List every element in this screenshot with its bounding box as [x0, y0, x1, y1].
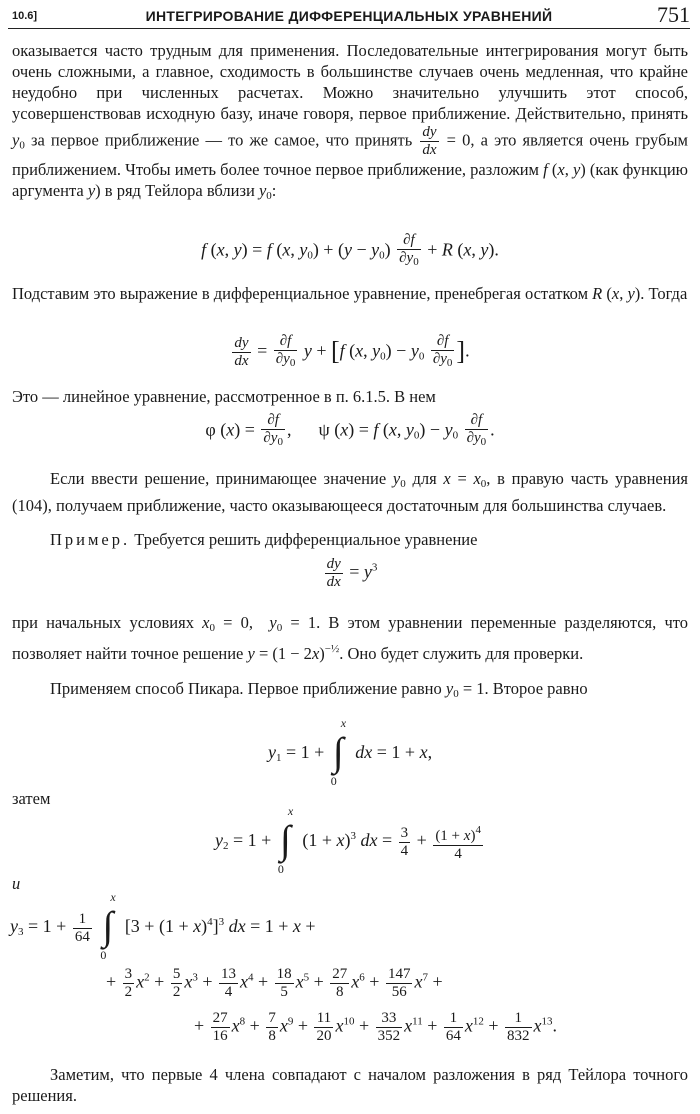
equation-y1: $y_1 = 1$ + ∫ x 0 dx = 1 + x,: [267, 716, 433, 788]
paragraph-6: при начальных условиях $x_0 = 0$, $y_0 = 1$. В этом уравнении переменные разделяются, что позволяет найти точное решение $y = (1 - 2x)^{-\frac{1}{2}}$. Оно будет служить для проверки.: [12, 613, 688, 663]
equation-phi-psi: φ (x) = $\frac{\partial f}{\partial y_0}$ , ψ (x) = f (x, $y_0) - y_0$ $\frac{\partial f}{\partial y_0}$ .: [205, 412, 495, 448]
paragraph-2: Подставим это выражение в дифференциальное уравнение, пренебрегая остатком R (x, y). Тогда: [12, 284, 688, 303]
paragraph-1: оказывается часто трудным для применения. Последовательные интегрирования могут быть очень сложными, а главное, сходимость в большинстве случаев очень медленная, что крайне неудобно при численных расчетах. Можно значительно улучшить этот способ, усовершенствовав исходную базу, иначе говоря, первое приближение. Действительно, принять $y_0$ за первое приближение — то же самое, что принять $\frac{dy}{dx}$ = 0, а это является очень грубым приближением. Чтобы иметь более точное первое приближение, разложим f (x, y) (как функцию аргумента y) в ряд Тейлора вблизи $y_0$:: [12, 41, 689, 202]
equation-example: $\frac{dy}{dx}$ = $y^3$: [326, 556, 378, 590]
equation-y3-line1: $y_3 = 1$ + $\frac{1}{64}$ ∫ x 0 $[3 + (1 + x)^4]^3$ dx = 1 + x +: [10, 890, 316, 962]
paragraph-5: Пример. Требуется решить дифференциальное уравнение: [50, 530, 478, 549]
running-header: [8, 2, 690, 28]
page-number: 751: [657, 2, 690, 27]
equation-y3-line2: + $\frac{3}{2}$ $x^2$ + $\frac{5}{2}$ $x^3$ + $\frac{13}{4}$ $x^4$ + $\frac{18}{5}$ $x^5$ + $\frac{27}{8}$ $x^6$ + $\frac{147}{56}$ $x^7$ +: [106, 966, 443, 1000]
running-title: ИНТЕГРИРОВАНИЕ ДИФФЕРЕНЦИАЛЬНЫХ УРАВНЕНИЙ: [145, 8, 553, 24]
equation-y2: $y_2 = 1$ + ∫ x 0 $(1 + x)^3$ dx = $\frac{3}{4}$ + $\frac{(1 + x)^4}{4}$: [215, 804, 481, 876]
paragraph-3: Это — линейное уравнение, рассмотренное в п. 6.1.5. В нем: [12, 387, 436, 406]
equation-taylor: f (x, y) = f (x, $y_0) + (y - y_0)$ $\frac{\partial f}{\partial y_0}$ + R (x, y).: [201, 232, 499, 268]
paragraph-7: Применяем способ Пикара. Первое приближение равно $y_0 = 1$. Второе равно: [50, 679, 588, 700]
equation-linear: $\frac{dy}{dx}$ = $\frac{\partial f}{\partial y_0}$ y + [f (x, $y_0) - y_0$ $\frac{\partial f}{\partial y_0}$ ].: [234, 333, 470, 369]
word-zatem: затем: [12, 789, 51, 808]
section-number: 10.6]: [12, 10, 38, 22]
paragraph-8: Заметим, что первые 4 члена совпадают с началом разложения в ряд Тейлора точного решения.: [12, 1065, 688, 1105]
paragraph-4: Если ввести решение, принимающее значение $y_0$ для $x = x_0$, в правую часть уравнения (104), получаем приближение, часто оказывающееся достаточным для большинства случаев.: [12, 469, 689, 515]
word-i: и: [12, 874, 21, 893]
equation-y3-line3: + $\frac{27}{16}$ $x^8$ + $\frac{7}{8}$ $x^9$ + $\frac{11}{20}$ $x^{10}$ + $\frac{33}{352}$ $x^{11}$ + $\frac{1}{64}$ $x^{12}$ + $\frac{1}{832}$ $x^{13}$.: [194, 1010, 558, 1044]
header-rule: [8, 28, 690, 29]
